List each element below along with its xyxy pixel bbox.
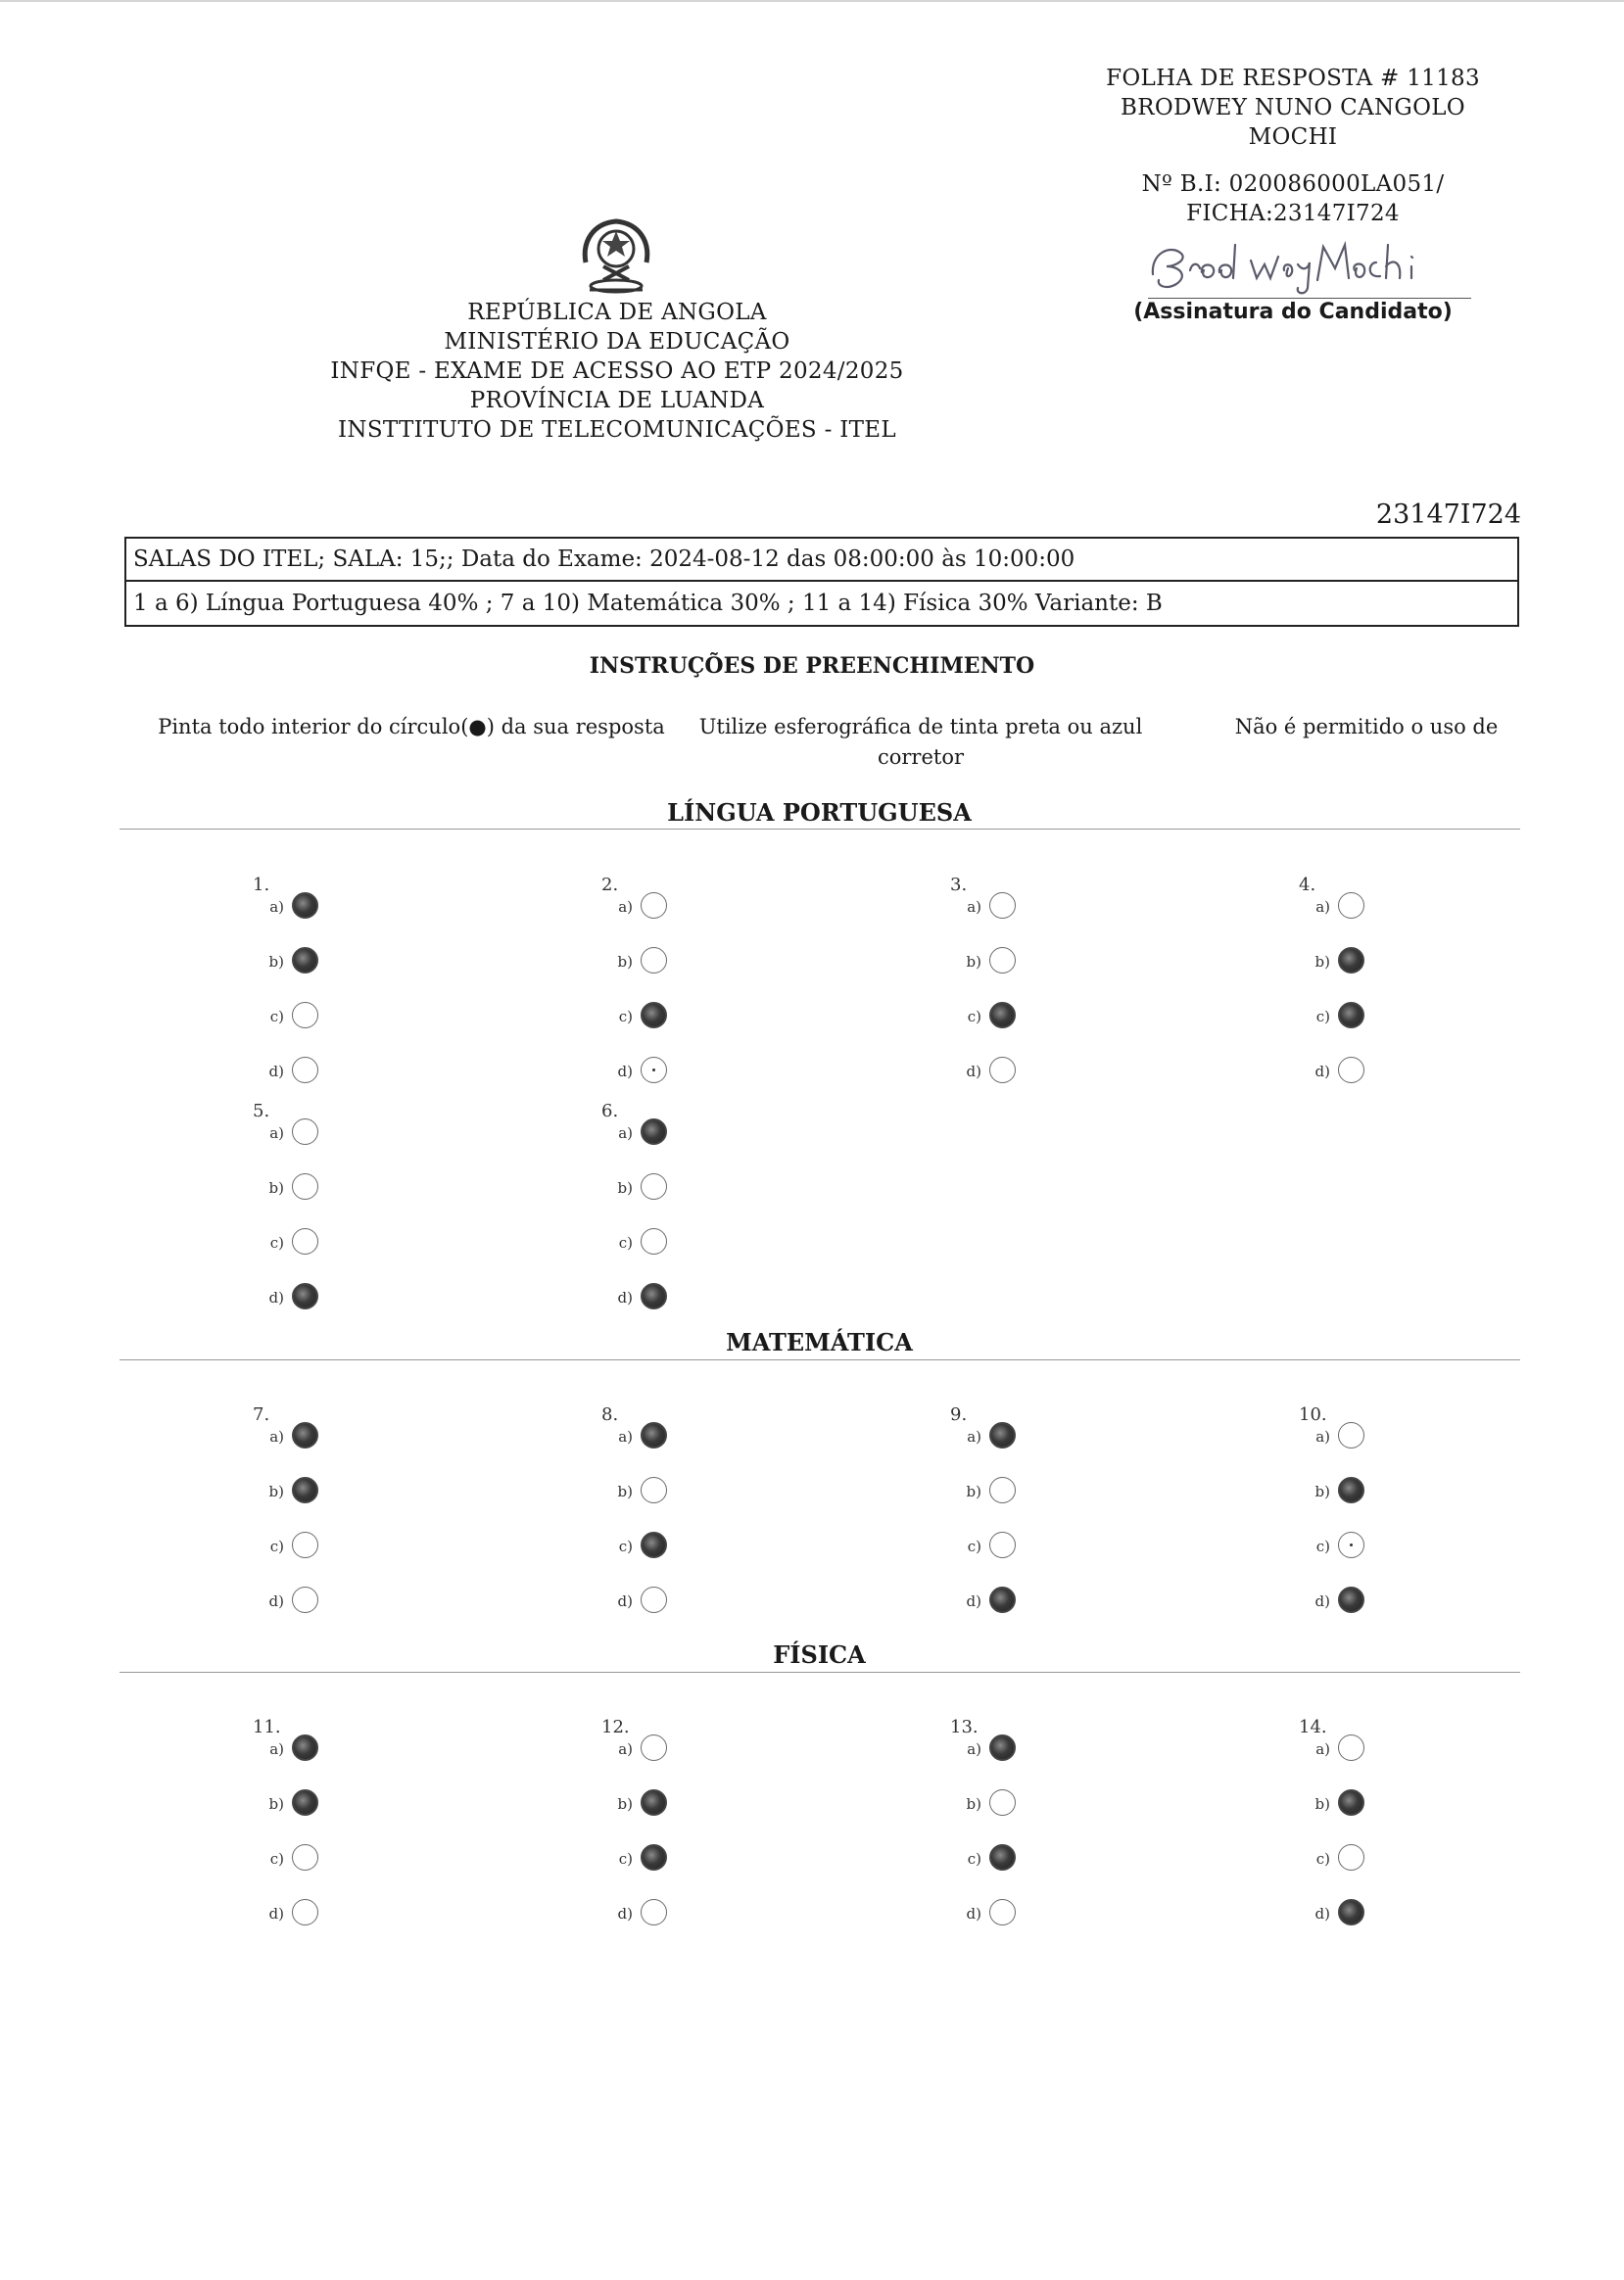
option-label-d: d) bbox=[617, 1063, 633, 1080]
institution-header bbox=[294, 298, 940, 445]
answer-bubble-q12-d[interactable] bbox=[641, 1899, 667, 1925]
exam-room-text: SALAS DO ITEL; SALA: 15;; Data do Exame: 2024-08-12 das 08:00:00 às 10:00:00 bbox=[133, 546, 1075, 572]
answer-bubble-q14-b[interactable] bbox=[1338, 1789, 1364, 1816]
question-number: 7. bbox=[253, 1404, 270, 1425]
answer-bubble-q8-c[interactable] bbox=[641, 1532, 667, 1558]
option-label-c: c) bbox=[1315, 1538, 1330, 1555]
answer-bubble-q8-d[interactable] bbox=[641, 1587, 667, 1613]
answer-bubble-q2-a[interactable] bbox=[641, 892, 667, 919]
option-label-a: a) bbox=[618, 1740, 633, 1758]
option-label-c: c) bbox=[618, 1850, 633, 1868]
instruction-item-3-text: Não é permitido o uso de bbox=[1234, 715, 1499, 738]
option-label-a: a) bbox=[1315, 1740, 1330, 1758]
question-number: 1. bbox=[253, 875, 270, 895]
bi-number: Nº B.I: 020086000LA051/ bbox=[1141, 171, 1445, 197]
answer-bubble-q1-a[interactable] bbox=[292, 892, 318, 919]
answer-bubble-q14-d[interactable] bbox=[1338, 1899, 1364, 1925]
instruction-item-2 bbox=[686, 712, 1156, 773]
instructions-title: INSTRUÇÕES DE PREENCHIMENTO bbox=[589, 653, 1035, 679]
question-number: 2. bbox=[601, 875, 619, 895]
instruction-item-2-line1: Utilize esferográfica de tinta preta ou azul bbox=[698, 715, 1143, 738]
answer-bubble-q2-d[interactable] bbox=[641, 1057, 667, 1083]
section-title-math: MATEMÁTICA bbox=[726, 1328, 913, 1356]
option-label-a: a) bbox=[618, 898, 633, 916]
instruction-item-1 bbox=[147, 712, 676, 742]
answer-bubble-q3-c[interactable] bbox=[989, 1002, 1016, 1028]
answer-bubble-q2-c[interactable] bbox=[641, 1002, 667, 1028]
option-label-d: d) bbox=[1314, 1063, 1330, 1080]
option-label-d: d) bbox=[1314, 1592, 1330, 1610]
answer-bubble-q2-b[interactable] bbox=[641, 947, 667, 974]
answer-bubble-q13-a[interactable] bbox=[989, 1734, 1016, 1761]
answer-bubble-q4-c[interactable] bbox=[1338, 1002, 1364, 1028]
option-label-d: d) bbox=[268, 1592, 284, 1610]
answer-bubble-q14-c[interactable] bbox=[1338, 1844, 1364, 1871]
answer-bubble-q10-a[interactable] bbox=[1338, 1422, 1364, 1449]
answer-bubble-q3-b[interactable] bbox=[989, 947, 1016, 974]
answer-bubble-q10-d[interactable] bbox=[1338, 1587, 1364, 1613]
option-label-a: a) bbox=[269, 1124, 284, 1142]
answer-bubble-q5-a[interactable] bbox=[292, 1118, 318, 1145]
answer-bubble-q12-b[interactable] bbox=[641, 1789, 667, 1816]
institution-line1: REPÚBLICA DE ANGOLA bbox=[467, 300, 767, 325]
question-number: 3. bbox=[950, 875, 968, 895]
question-number: 11. bbox=[253, 1717, 281, 1737]
answer-bubble-q4-a[interactable] bbox=[1338, 892, 1364, 919]
instruction-item-2-line2: corretor bbox=[877, 745, 965, 769]
section-divider bbox=[119, 829, 1520, 830]
option-label-c: c) bbox=[967, 1850, 981, 1868]
ficha-number: FICHA:23147I724 bbox=[1186, 201, 1400, 226]
answer-bubble-q10-b[interactable] bbox=[1338, 1477, 1364, 1503]
option-label-b: b) bbox=[617, 1795, 633, 1813]
answer-bubble-q6-c[interactable] bbox=[641, 1228, 667, 1255]
question-number: 12. bbox=[601, 1717, 630, 1737]
institution-line3: INFQE - EXAME DE ACESSO AO ETP 2024/2025 bbox=[330, 358, 904, 384]
option-label-c: c) bbox=[618, 1008, 633, 1025]
scan-top-edge bbox=[0, 0, 1624, 2]
option-label-b: b) bbox=[617, 1483, 633, 1500]
option-label-a: a) bbox=[269, 898, 284, 916]
question-number: 5. bbox=[253, 1101, 270, 1121]
option-label-c: c) bbox=[1315, 1850, 1330, 1868]
answer-bubble-q5-d[interactable] bbox=[292, 1283, 318, 1309]
answer-bubble-q10-c[interactable] bbox=[1338, 1532, 1364, 1558]
option-label-a: a) bbox=[967, 1740, 981, 1758]
answer-bubble-q12-c[interactable] bbox=[641, 1844, 667, 1871]
answer-bubble-q13-d[interactable] bbox=[989, 1899, 1016, 1925]
section-divider bbox=[119, 1672, 1520, 1673]
section-title-portuguese: LÍNGUA PORTUGUESA bbox=[667, 798, 972, 827]
option-label-d: d) bbox=[268, 1063, 284, 1080]
option-label-c: c) bbox=[269, 1850, 284, 1868]
option-label-a: a) bbox=[618, 1124, 633, 1142]
exam-subjects-box bbox=[124, 582, 1519, 627]
answer-bubble-q13-c[interactable] bbox=[989, 1844, 1016, 1871]
option-label-a: a) bbox=[967, 1428, 981, 1446]
option-label-d: d) bbox=[617, 1905, 633, 1923]
answer-bubble-q1-c[interactable] bbox=[292, 1002, 318, 1028]
institution-line2: MINISTÉRIO DA EDUCAÇÃO bbox=[444, 329, 790, 355]
option-label-d: d) bbox=[617, 1289, 633, 1306]
answer-bubble-q7-b[interactable] bbox=[292, 1477, 318, 1503]
signature-line bbox=[1148, 298, 1471, 299]
option-label-c: c) bbox=[269, 1538, 284, 1555]
question-number: 6. bbox=[601, 1101, 619, 1121]
section-title-physics: FÍSICA bbox=[773, 1640, 866, 1669]
option-label-b: b) bbox=[966, 1795, 981, 1813]
signature-caption: (Assinatura do Candidato) bbox=[1133, 300, 1453, 324]
answer-bubble-q12-a[interactable] bbox=[641, 1734, 667, 1761]
answer-bubble-q14-a[interactable] bbox=[1338, 1734, 1364, 1761]
answer-bubble-q1-d[interactable] bbox=[292, 1057, 318, 1083]
option-label-a: a) bbox=[1315, 1428, 1330, 1446]
answer-bubble-q9-d[interactable] bbox=[989, 1587, 1016, 1613]
institution-line5: INSTTITUTO DE TELECOMUNICAÇÕES - ITEL bbox=[338, 417, 896, 443]
option-label-d: d) bbox=[268, 1905, 284, 1923]
answer-bubble-q8-a[interactable] bbox=[641, 1422, 667, 1449]
option-label-c: c) bbox=[269, 1234, 284, 1252]
answer-bubble-q11-a[interactable] bbox=[292, 1734, 318, 1761]
option-label-c: c) bbox=[967, 1008, 981, 1025]
answer-bubble-q6-b[interactable] bbox=[641, 1173, 667, 1200]
option-label-a: a) bbox=[269, 1428, 284, 1446]
question-number: 4. bbox=[1299, 875, 1316, 895]
sheet-label: FOLHA DE RESPOSTA # 11183 bbox=[1106, 66, 1480, 91]
answer-bubble-q6-a[interactable] bbox=[641, 1118, 667, 1145]
option-label-a: a) bbox=[967, 898, 981, 916]
answer-bubble-q6-d[interactable] bbox=[641, 1283, 667, 1309]
answer-bubble-q3-a[interactable] bbox=[989, 892, 1016, 919]
question-number: 13. bbox=[950, 1717, 979, 1737]
section-divider bbox=[119, 1359, 1520, 1360]
question-number: 8. bbox=[601, 1404, 619, 1425]
question-number: 14. bbox=[1299, 1717, 1327, 1737]
answer-bubble-q5-c[interactable] bbox=[292, 1228, 318, 1255]
option-label-d: d) bbox=[966, 1592, 981, 1610]
answer-bubble-q11-d[interactable] bbox=[292, 1899, 318, 1925]
answer-bubble-q4-b[interactable] bbox=[1338, 947, 1364, 974]
answer-bubble-q7-a[interactable] bbox=[292, 1422, 318, 1449]
candidate-name-line2: MOCHI bbox=[1248, 124, 1338, 150]
option-label-a: a) bbox=[618, 1428, 633, 1446]
option-label-d: d) bbox=[966, 1063, 981, 1080]
option-label-b: b) bbox=[268, 1795, 284, 1813]
option-label-b: b) bbox=[966, 1483, 981, 1500]
answer-bubble-q11-b[interactable] bbox=[292, 1789, 318, 1816]
institution-line4: PROVÍNCIA DE LUANDA bbox=[469, 388, 765, 413]
candidate-header bbox=[1077, 64, 1508, 228]
reference-number: 23147I724 bbox=[1375, 499, 1521, 530]
question-number: 10. bbox=[1299, 1404, 1327, 1425]
exam-room-box bbox=[124, 537, 1519, 582]
option-label-b: b) bbox=[1314, 1483, 1330, 1500]
option-label-b: b) bbox=[966, 953, 981, 971]
option-label-a: a) bbox=[269, 1740, 284, 1758]
candidate-name-line1: BRODWEY NUNO CANGOLO bbox=[1121, 95, 1465, 120]
answer-bubble-q4-d[interactable] bbox=[1338, 1057, 1364, 1083]
option-label-b: b) bbox=[1314, 1795, 1330, 1813]
answer-bubble-q5-b[interactable] bbox=[292, 1173, 318, 1200]
angola-emblem-icon bbox=[576, 212, 656, 300]
answer-bubble-q9-b[interactable] bbox=[989, 1477, 1016, 1503]
answer-bubble-q7-d[interactable] bbox=[292, 1587, 318, 1613]
option-label-c: c) bbox=[967, 1538, 981, 1555]
option-label-b: b) bbox=[1314, 953, 1330, 971]
instruction-item-3 bbox=[1205, 712, 1528, 742]
answer-bubble-q9-c[interactable] bbox=[989, 1532, 1016, 1558]
answer-bubble-q11-c[interactable] bbox=[292, 1844, 318, 1871]
option-label-b: b) bbox=[617, 953, 633, 971]
answer-bubble-q8-b[interactable] bbox=[641, 1477, 667, 1503]
answer-bubble-q7-c[interactable] bbox=[292, 1532, 318, 1558]
option-label-b: b) bbox=[268, 953, 284, 971]
option-label-c: c) bbox=[618, 1234, 633, 1252]
candidate-signature bbox=[1141, 223, 1474, 300]
option-label-b: b) bbox=[268, 1179, 284, 1197]
exam-subjects-text: 1 a 6) Língua Portuguesa 40% ; 7 a 10) Matemática 30% ; 11 a 14) Física 30% Variante: B bbox=[133, 591, 1163, 616]
option-label-b: b) bbox=[268, 1483, 284, 1500]
option-label-b: b) bbox=[617, 1179, 633, 1197]
answer-bubble-q9-a[interactable] bbox=[989, 1422, 1016, 1449]
instruction-item-1-text: Pinta todo interior do círculo(●) da sua resposta bbox=[158, 715, 665, 738]
answer-bubble-q13-b[interactable] bbox=[989, 1789, 1016, 1816]
option-label-d: d) bbox=[966, 1905, 981, 1923]
option-label-d: d) bbox=[617, 1592, 633, 1610]
option-label-d: d) bbox=[268, 1289, 284, 1306]
option-label-a: a) bbox=[1315, 898, 1330, 916]
answer-bubble-q3-d[interactable] bbox=[989, 1057, 1016, 1083]
question-number: 9. bbox=[950, 1404, 968, 1425]
answer-bubble-q1-b[interactable] bbox=[292, 947, 318, 974]
option-label-c: c) bbox=[269, 1008, 284, 1025]
option-label-c: c) bbox=[1315, 1008, 1330, 1025]
option-label-d: d) bbox=[1314, 1905, 1330, 1923]
option-label-c: c) bbox=[618, 1538, 633, 1555]
